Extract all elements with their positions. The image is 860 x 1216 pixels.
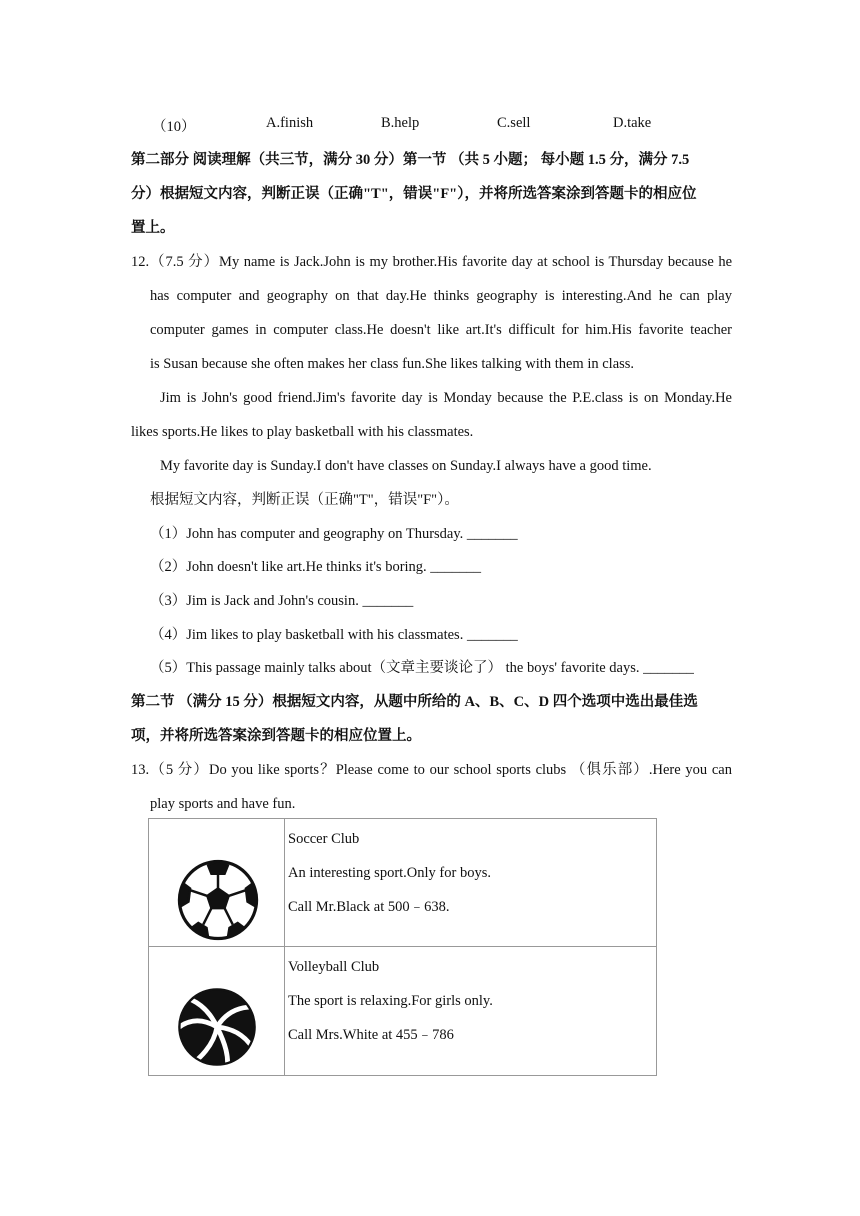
option-d: D.take [613,115,652,131]
passage-line: has computer and geography on that day.He thinks geography is interesting.And he can play [150,288,732,304]
clubs-table [148,818,657,1076]
table-row [149,819,657,947]
club-name: Volleyball Club [288,959,380,975]
club-image-cell [149,819,285,947]
tf-item: （1）John has computer and geography on Thursday. _______ [150,526,518,542]
club-contact: Call Mrs.White at 455﹣786 [288,1027,454,1043]
option-b: B.help [381,115,420,131]
option-c: C.sell [497,115,531,131]
passage-line: is Susan because she often makes her class fun.She likes talking with them in class. [150,356,635,372]
tf-item: （3）Jim is Jack and John's cousin. _______ [150,593,414,609]
table-row [149,947,657,1076]
volleyball-icon [177,987,257,1067]
instruction: 根据短文内容，判断正误（正确"T"，错误"F"）。 [150,492,459,508]
option-a: A.finish [266,115,314,131]
passage-line: Jim is John's good friend.Jim's favorite day is Monday because the P.E.class is on Monday.He [160,390,732,406]
passage-line: computer games in computer class.He doesn't like art.It's difficult for him.His favorite teacher [150,322,732,338]
passage-line: 13.（5 分）Do you like sports？Please come to our school sports clubs （俱乐部）.Here you can [131,762,732,778]
tf-item: （4）Jim likes to play basketball with his classmates. _______ [150,627,518,643]
heading-line: 第二部分 阅读理解（共三节，满分 30 分）第一节 （共 5 小题； 每小题 1.5 分，满分 7.5 [131,152,690,168]
club-name: Soccer Club [288,831,360,847]
heading-line: 分）根据短文内容，判断正误（正确"T"，错误"F"），并将所选答案涂到答题卡的相应位 [131,186,697,202]
club-image-cell [149,947,285,1076]
passage-line: play sports and have fun. [150,796,296,812]
club-description: The sport is relaxing.For girls only. [288,993,493,1009]
heading-line: 置上。 [131,220,175,236]
heading-line: 第二节 （满分 15 分）根据短文内容，从题中所给的 A、B、C、D 四个选项中选出最佳选 [131,694,698,710]
question-number: （10） [152,119,196,135]
passage-line: My favorite day is Sunday.I don't have classes on Sunday.I always have a good time. [160,458,652,474]
passage-line: likes sports.He likes to play basketball with his classmates. [131,424,474,440]
tf-item: （2）John doesn't like art.He thinks it's boring. _______ [150,559,482,575]
tf-item: （5）This passage mainly talks about（文章主要谈论了） the boys' favorite days. _______ [150,660,694,676]
passage-line: 12.（7.5 分）My name is Jack.John is my brother.His favorite day at school is Thursday because he [131,254,732,270]
club-contact: Call Mr.Black at 500﹣638. [288,899,450,915]
soccer-ball-icon [177,859,259,941]
heading-line: 项，并将所选答案涂到答题卡的相应位置上。 [131,728,421,744]
club-description: An interesting sport.Only for boys. [288,865,491,881]
club-info-cell [285,819,657,947]
club-info-cell [285,947,657,1076]
